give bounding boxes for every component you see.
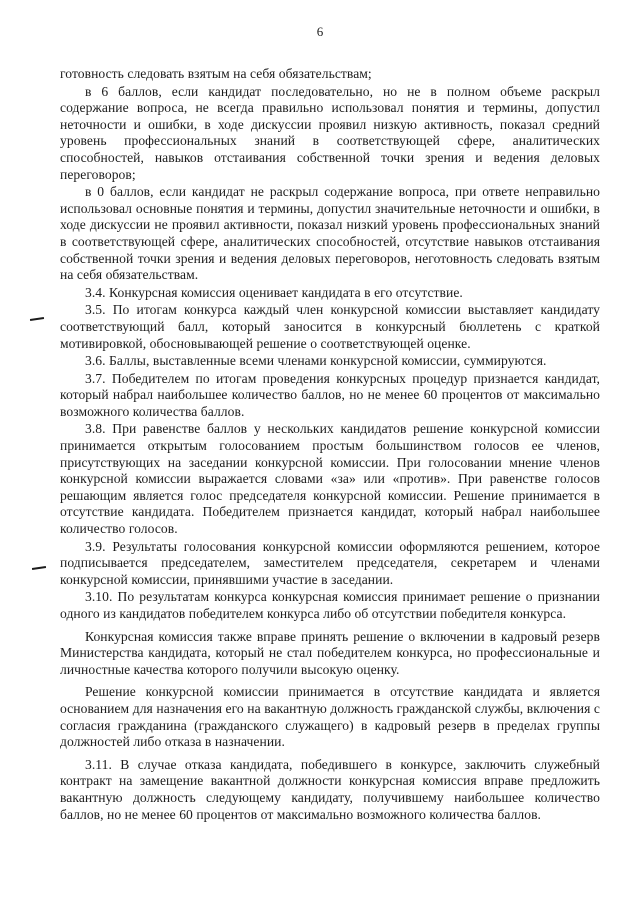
page-number: 6: [316, 24, 324, 39]
paragraph-3-7: 3.7. Победителем по итогам проведения конкурсных процедур признается кандидат, который набрал наибольшее количество баллов, но не менее 60 процентов от максимально возможного количества баллов.: [60, 370, 600, 419]
paragraph-score-6: в 6 баллов, если кандидат последовательно, но не в полном объеме раскрыл содержание вопроса, не всегда правильно использовал понятия и термины, допустил неточности и ошибки, в ходе дискуссии проявил низкую активность, показал средний уровень профессиональных знаний в соответствующей сфере, аналитических способностей, навыков отстаивания собственной точки зрения и ведения деловых переговоров;: [60, 83, 600, 182]
paragraph-3-5: 3.5. По итогам конкурса каждый член конкурсной комиссии выставляет кандидату соответствующий балл, который заносится в конкурсный бюллетень с краткой мотивировкой, обосновывающей решение о соответствующей оценке.: [60, 302, 600, 351]
paragraph-reserve: Конкурсная комиссия также вправе принять решение о включении в кадровый резерв Министерства кандидата, который не стал победителем конкурса, но профессиональные и личностные качества которого получили высокую оценку.: [60, 628, 600, 677]
document-body: [60, 66, 600, 824]
margin-mark: [32, 566, 46, 570]
paragraph-3-9: 3.9. Результаты голосования конкурсной комиссии оформляются решением, которое подписывается председателем, заместителем председателя, секретарем и членами конкурсной комиссии, принявшими участие в заседании.: [60, 538, 600, 587]
paragraph-3-10: 3.10. По результатам конкурса конкурсная комиссия принимает решение о признании одного из кандидатов победителем конкурса либо об отсутствии победителя конкурса.: [60, 589, 600, 621]
paragraph-continuation: готовность следовать взятым на себя обязательствам;: [60, 66, 372, 81]
paragraph-3-4: 3.4. Конкурсная комиссия оценивает кандидата в его отсутствие.: [85, 284, 463, 300]
paragraph-score-0: в 0 баллов, если кандидат не раскрыл содержание вопроса, при ответе неправильно использовал основные понятия и термины, допустил значительные неточности и ошибки, в ходе дискуссии не проявил активности, показал низкий уровень профессиональных знаний в соответствующей сфере, аналитических способностей, отсутствие навыков отстаивания собственной точки зрения и ведения деловых переговоров, неготовность следовать взятым на себя обязательствам.: [60, 184, 600, 283]
margin-mark: [30, 317, 44, 321]
paragraph-3-6: 3.6. Баллы, выставленные всеми членами конкурсной комиссии, суммируются.: [85, 353, 547, 369]
paragraph-3-8: 3.8. При равенстве баллов у нескольких кандидатов решение конкурсной комиссии принимается открытым голосованием простым большинством голосов ее членов, присутствующих на заседании конкурсной комиссии. При голосовании мнение членов конкурсной комиссии выражается словами «за» или «против». При равенстве голосов решающим является голос председателя конкурсной комиссии. Решение принимается в отсутствие кандидата. Победителем признается кандидат, который набрал наибольшее количество голосов.: [60, 421, 600, 537]
paragraph-3-11: 3.11. В случае отказа кандидата, победившего в конкурсе, заключить служебный контракт на замещение вакантной должности конкурсная комиссия вправе предложить вакантную должность следующему кандидату, получившему наибольшее количество баллов, но не менее 60 процентов от максимально возможного количества баллов.: [60, 756, 600, 822]
paragraph-decision: Решение конкурсной комиссии принимается в отсутствие кандидата и является основанием для назначения его на вакантную должность гражданской службы, включения с согласия гражданина (гражданского служащего) в кадровый резерв в пределах группы должностей либо отказа в назначении.: [60, 684, 600, 750]
